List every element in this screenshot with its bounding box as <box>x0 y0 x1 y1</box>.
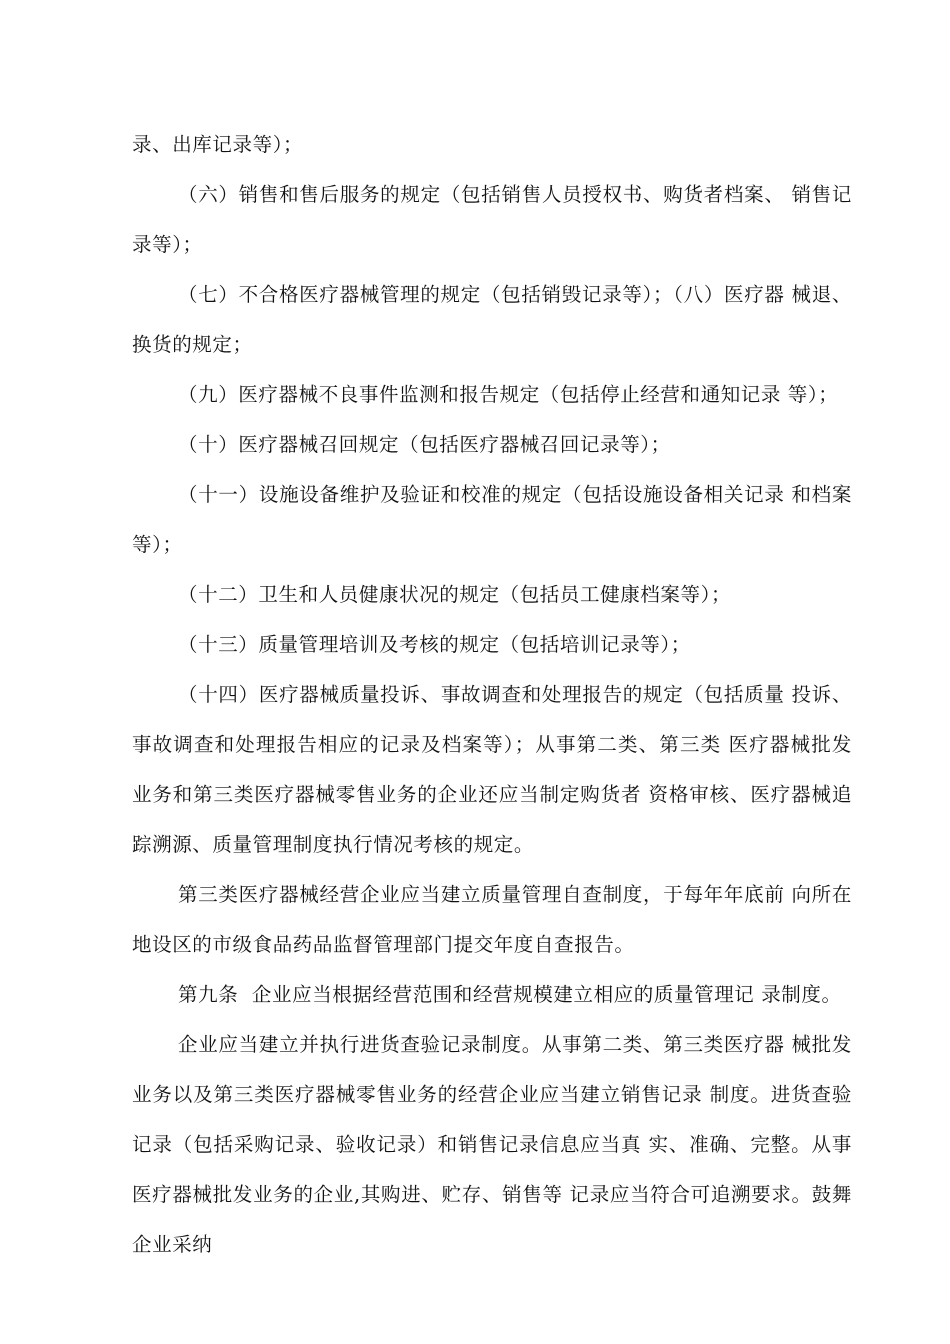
paragraph-continuation: 录、出库记录等）； <box>132 133 304 156</box>
paragraph-item-10: （十）医疗器械召回规定（包括医疗器械召回记录等）； <box>178 433 671 456</box>
paragraph-item-12: （十二）卫生和人员健康状况的规定（包括员工健康档案等）； <box>178 583 732 606</box>
paragraph-article-9: 第九条 企业应当根据经营范围和经营规模建立相应的质量管理记 录制度。 <box>178 983 842 1006</box>
paragraph-item-7-8: （七）不合格医疗器械管理的规定（包括销毁记录等）；（八）医疗器 械退、换货的规定； <box>132 283 852 356</box>
paragraph-item-11: （十一）设施设备维护及验证和校准的规定（包括设施设备相关记录 和档案等）； <box>132 483 852 556</box>
paragraph-self-inspection: 第三类医疗器械经营企业应当建立质量管理自查制度，于每年年底前 向所在地设区的市级食品药品监督管理部门提交年度自查报告。 <box>132 883 852 956</box>
paragraph-item-9: （九）医疗器械不良事件监测和报告规定（包括停止经营和通知记录 等）； <box>178 383 839 406</box>
document-body <box>132 120 852 1270</box>
paragraph-records-system: 企业应当建立并执行进货查验记录制度。从事第二类、第三类医疗器 械批发业务以及第三类医疗器械零售业务的经营企业应当建立销售记录 制度。进货查验记录（包括采购记录、验收记录）和销售记录信息应当真 实、准确、完整。从事医疗器械批发业务的企业,其购进、贮存、销售等 记录应当符合可追溯要求。鼓舞企业采纳 <box>132 1033 852 1256</box>
paragraph-item-13: （十三）质量管理培训及考核的规定（包括培训记录等）； <box>178 633 691 656</box>
paragraph-item-6: （六）销售和售后服务的规定（包括销售人员授权书、购货者档案、 销售记录等）； <box>132 183 852 256</box>
paragraph-item-14: （十四）医疗器械质量投诉、事故调查和处理报告的规定（包括质量 投诉、事故调查和处理报告相应的记录及档案等）；从事第二类、第三类 医疗器械批发业务和第三类医疗器械零售业务的企业还应当制定购货者 资格审核、医疗器械追踪溯源、质量管理制度执行情况考核的规定。 <box>132 683 852 856</box>
